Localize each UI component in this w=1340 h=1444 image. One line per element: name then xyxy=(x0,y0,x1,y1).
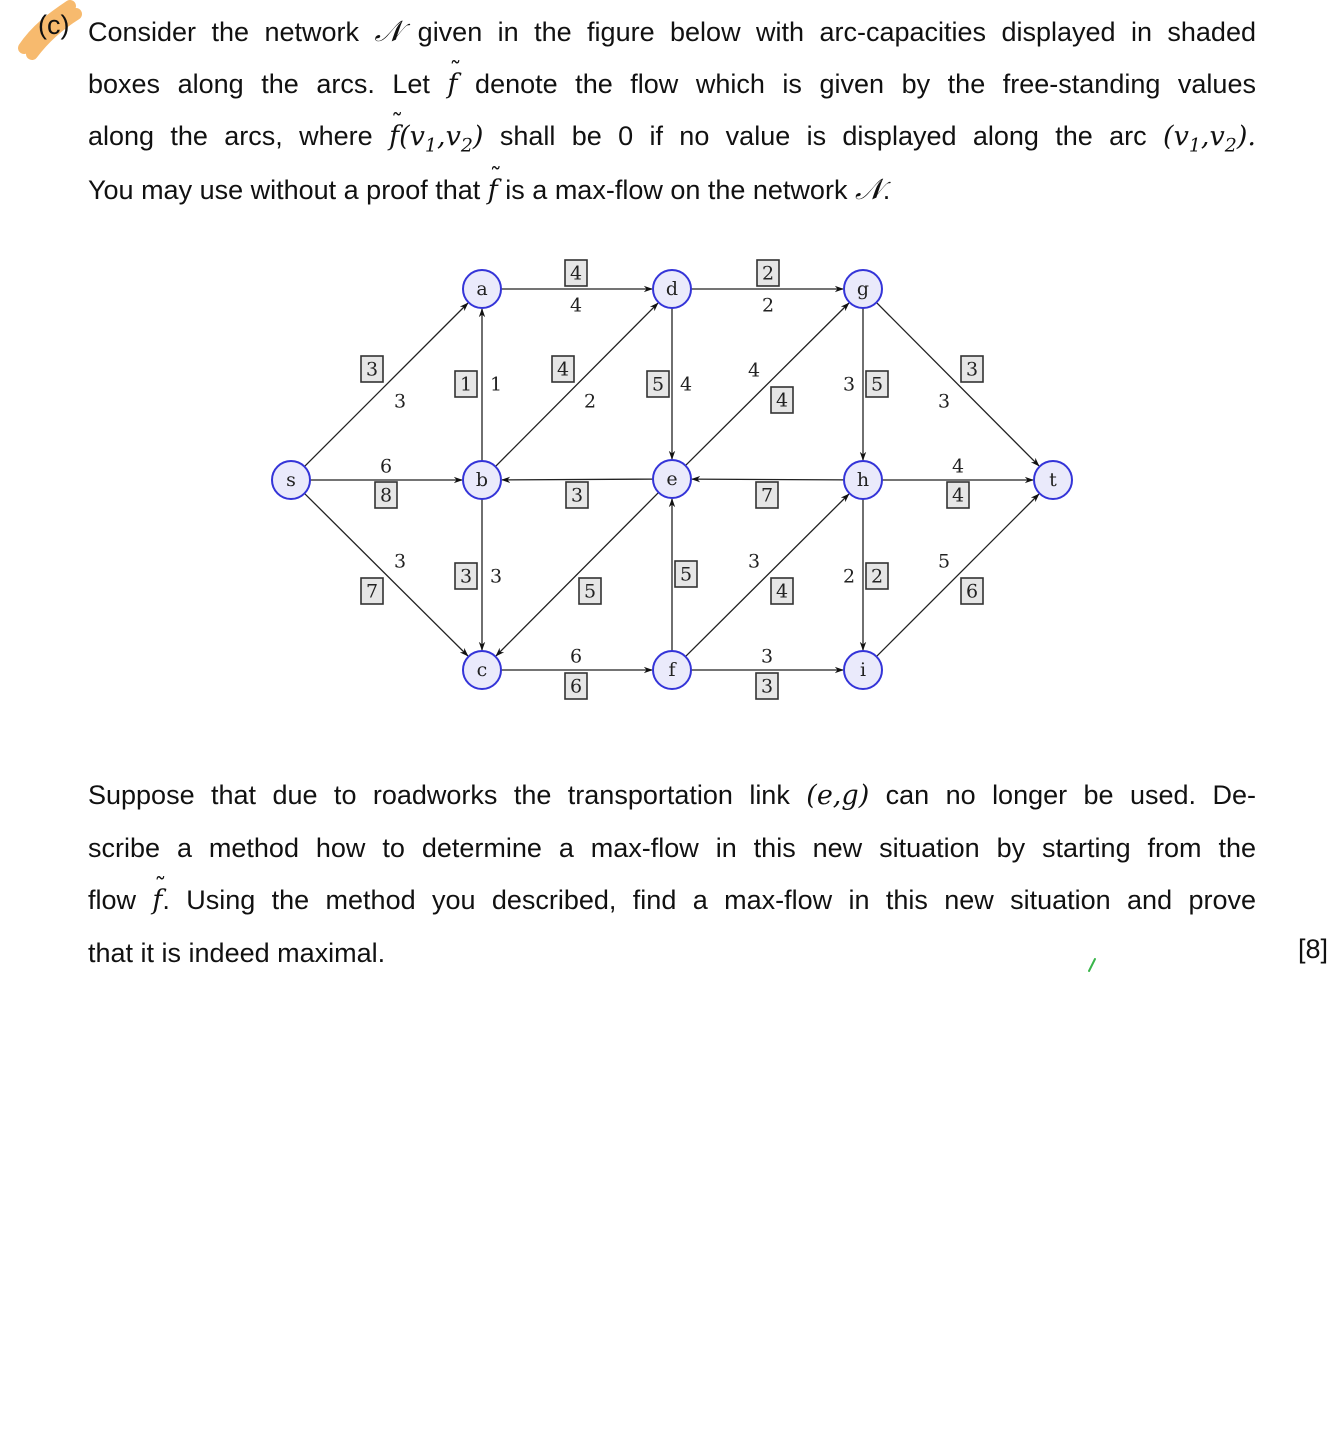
flow-label-e-g: 4 xyxy=(747,359,761,382)
arc-e-c xyxy=(496,492,658,655)
arc-s-a xyxy=(304,303,467,466)
flow-label-g-t: 3 xyxy=(937,390,951,413)
capacity-box-e-g xyxy=(771,387,793,413)
flow-label-g-h: 3 xyxy=(842,373,856,396)
capacity-box-c-f xyxy=(565,673,587,699)
capacity-box-e-b xyxy=(566,482,588,508)
node-d xyxy=(653,270,691,308)
follow-up-text: Suppose that due to roadworks the transportation link xyxy=(88,780,790,810)
node-s xyxy=(272,461,310,499)
network-symbol: 𝒩 xyxy=(854,171,883,206)
capacity-label: 3 xyxy=(365,358,379,381)
flow-label-s-b: 6 xyxy=(379,455,393,478)
flow-label-a-d: 4 xyxy=(569,294,583,317)
capacity-box-b-a xyxy=(455,371,477,397)
node-label: t xyxy=(1049,469,1057,491)
flow-symbol: ˜ f xyxy=(447,59,457,112)
node-label: i xyxy=(859,659,867,681)
capacity-box-g-t xyxy=(961,356,983,382)
node-label: e xyxy=(666,468,678,490)
capacity-label: 3 xyxy=(965,358,979,381)
flow-symbol: ˜ f xyxy=(152,875,162,928)
capacity-label: 4 xyxy=(775,389,789,412)
arc-b-d xyxy=(495,303,657,466)
capacity-box-h-i xyxy=(866,563,888,589)
flow-label-c-f: 6 xyxy=(569,645,583,668)
node-label: f xyxy=(668,659,676,681)
intro-text: is a max-flow on the network xyxy=(505,174,848,205)
arc-h-e xyxy=(692,479,844,480)
capacity-box-s-c xyxy=(361,578,383,604)
node-g xyxy=(844,270,882,308)
node-label: c xyxy=(476,659,488,681)
capacity-box-g-h xyxy=(866,371,888,397)
flow-label-s-c: 3 xyxy=(393,550,407,573)
capacity-label: 6 xyxy=(965,580,979,603)
node-e xyxy=(653,460,691,498)
capacity-label: 4 xyxy=(556,358,570,381)
question-intro: Consider the network 𝒩 given in the figure below with arc-capacities displayed in shaded boxes along the arcs. Let ˜ f denote the flow which is given by the free-standing values along the arcs, where ˜ $f(v_1,v_2)$ shall be 0 if no value is displayed along the arc $(v_1,v_2)$. You may use without a proof that ˜ f is a max-flow on the network 𝒩. xyxy=(88,5,1256,215)
capacity-box-s-a xyxy=(361,356,383,382)
intro-text: shall be 0 if no value is displayed along the arc xyxy=(499,121,1147,151)
capacity-box-f-i xyxy=(756,673,778,699)
flow-symbol: ˜ f xyxy=(488,165,498,218)
flow-label-b-c: 3 xyxy=(489,565,503,588)
capacity-box-h-e xyxy=(756,482,778,508)
flow-label-h-i: 2 xyxy=(842,565,856,588)
capacity-box-h-t xyxy=(947,482,969,508)
intro-text: denote the flow which is given by the free-standing values xyxy=(475,68,1256,99)
capacity-label: 2 xyxy=(761,262,775,285)
intro-text: given in the figure below with arc-capacities displayed in shaded xyxy=(417,17,1256,47)
capacity-label: 4 xyxy=(951,484,965,507)
pen-tick-mark xyxy=(1086,956,1100,974)
flow-label-i-t: 5 xyxy=(937,550,951,573)
arc-f-h xyxy=(685,494,848,656)
question-follow-up: Suppose that due to roadworks the transportation link (e,g) can no longer be used. De- scribe a method how to determine a max-flow in this new situation by starting from the flow ˜ f. Using the method you described, find a max-flow in this new situation and prove that it is indeed maximal. xyxy=(88,769,1256,979)
capacity-label: 1 xyxy=(459,373,473,396)
capacity-box-e-c xyxy=(579,578,601,604)
flow-symbol: ˜ f xyxy=(389,111,399,164)
follow-up-text: can no longer be used. De- xyxy=(885,780,1256,810)
follow-up-text: . Using the method you described, find a max-flow in this new situation and prove xyxy=(162,885,1256,915)
capacity-label: 5 xyxy=(583,580,597,603)
capacity-label: 5 xyxy=(870,373,884,396)
follow-up-text: scribe a method how to determine a max-flow in this new situation by starting from the xyxy=(88,832,1256,863)
capacity-label: 3 xyxy=(760,675,774,698)
capacity-box-f-e xyxy=(675,561,697,587)
capacity-box-d-g xyxy=(757,260,779,286)
intro-text: along the arcs, where xyxy=(88,121,373,151)
flow-label-f-i: 3 xyxy=(760,645,774,668)
network-symbol: 𝒩 xyxy=(374,14,403,48)
marks-label: [8] xyxy=(1298,934,1329,964)
intro-text: You may use without a proof that xyxy=(88,174,481,205)
node-i xyxy=(844,651,882,689)
capacity-label: 3 xyxy=(570,484,584,507)
capacity-box-b-d xyxy=(552,356,574,382)
capacity-label: 5 xyxy=(679,563,693,586)
follow-up-text: that it is indeed maximal. xyxy=(88,937,386,968)
arc-e-b xyxy=(502,479,653,480)
arc-i-t xyxy=(876,494,1038,656)
flow-label-d-g: 2 xyxy=(761,294,775,317)
follow-up-text: flow xyxy=(88,885,137,915)
node-label: d xyxy=(665,278,679,300)
flow-label-f-h: 3 xyxy=(747,550,761,573)
capacity-box-f-h xyxy=(771,578,793,604)
intro-text: Consider the network xyxy=(88,17,359,47)
node-a xyxy=(463,270,501,308)
arc-e-g xyxy=(685,303,848,465)
capacity-label: 4 xyxy=(775,580,789,603)
node-h xyxy=(844,461,882,499)
capacity-label: 3 xyxy=(459,565,473,588)
capacity-label: 4 xyxy=(569,262,583,285)
node-label: b xyxy=(475,469,489,491)
capacity-label: 7 xyxy=(365,580,379,603)
node-label: g xyxy=(856,278,870,300)
arc-g-t xyxy=(876,302,1038,465)
capacity-box-i-t xyxy=(961,578,983,604)
capacity-box-d-e xyxy=(647,371,669,397)
flow-label-b-d: 2 xyxy=(583,390,597,413)
node-label: s xyxy=(286,469,296,491)
arc-s-c xyxy=(304,493,467,655)
capacity-box-a-d xyxy=(565,260,587,286)
question-label: (c) xyxy=(38,10,70,40)
node-label: a xyxy=(476,278,488,300)
node-f xyxy=(653,651,691,689)
flow-label-b-a: 1 xyxy=(489,373,503,396)
capacity-label: 5 xyxy=(651,373,665,396)
flow-label-s-a: 3 xyxy=(393,390,407,413)
flow-label-h-t: 4 xyxy=(951,455,965,478)
node-b xyxy=(463,461,501,499)
node-t xyxy=(1034,461,1072,499)
flow-label-d-e: 4 xyxy=(679,373,693,396)
node-c xyxy=(463,651,501,689)
intro-text: boxes along the arcs. Let xyxy=(88,68,430,99)
node-label: h xyxy=(856,469,870,491)
capacity-label: 2 xyxy=(870,565,884,588)
capacity-label: 6 xyxy=(569,675,583,698)
capacity-label: 7 xyxy=(760,484,774,507)
capacity-box-b-c xyxy=(455,563,477,589)
capacity-label: 8 xyxy=(379,484,393,507)
capacity-box-s-b xyxy=(375,482,397,508)
